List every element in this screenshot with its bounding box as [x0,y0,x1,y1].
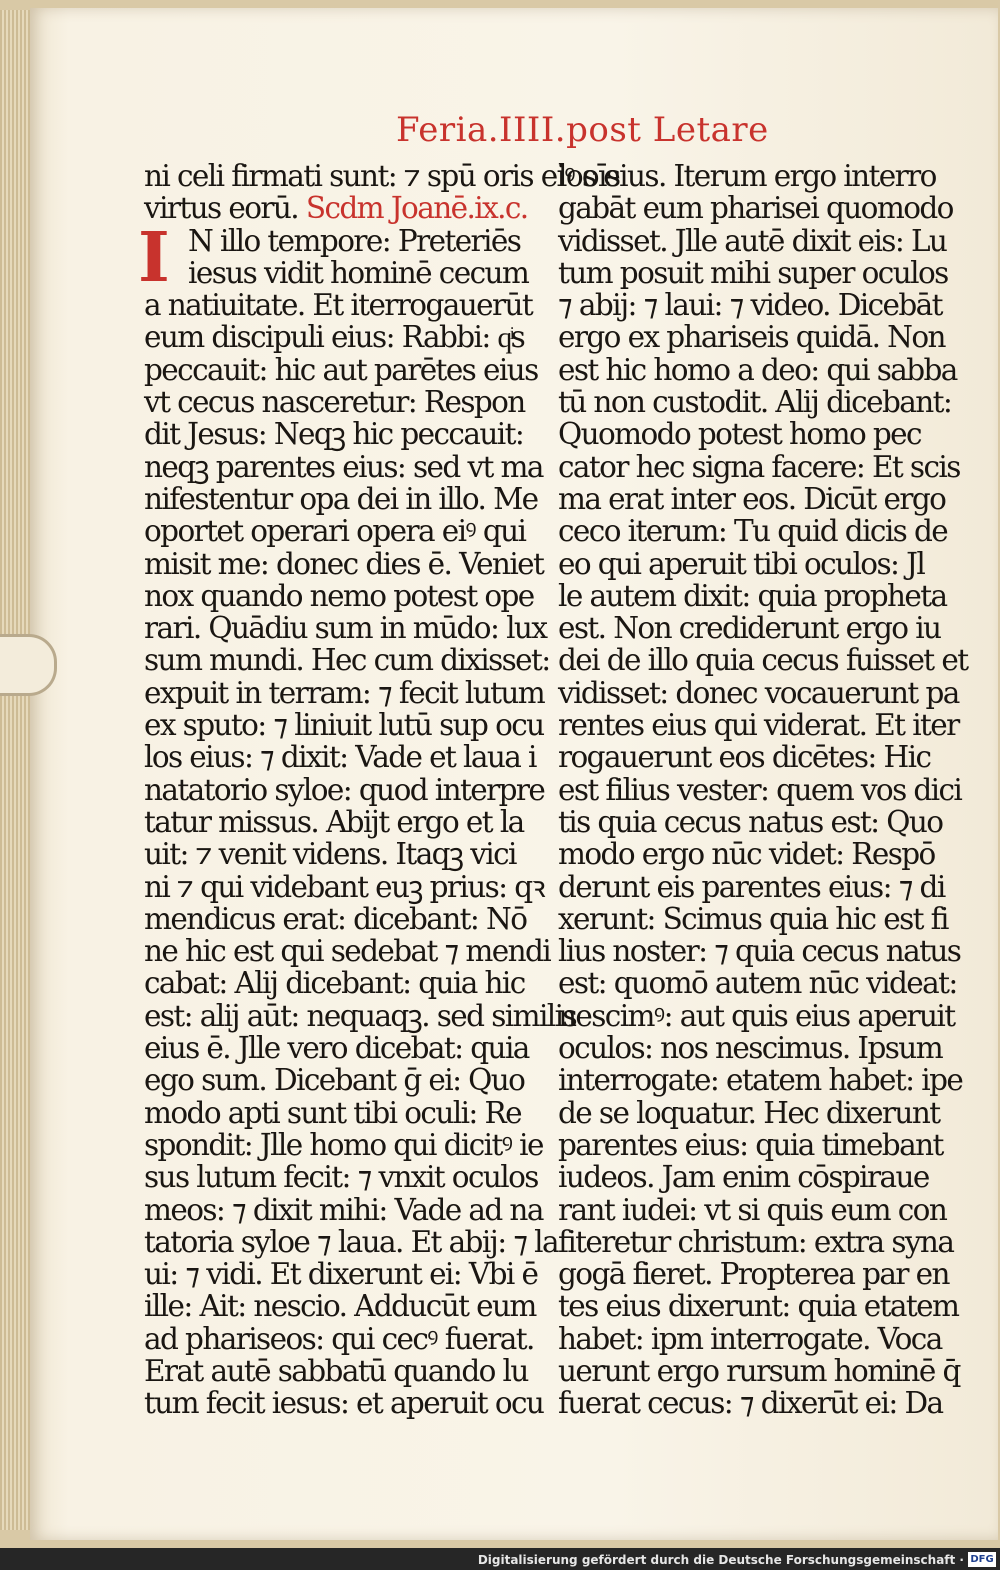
text-line: ergo ex phariseis quidā. Non [558,320,945,355]
left-column [138,159,620,1421]
text-line: cabat: Alij dicebant: quia hic [144,966,525,1001]
text-line: tum posuit mihi super oculos [558,255,948,290]
text-line: sus lutum fecit: ⁊ vnxit oculos [144,1160,538,1195]
text-line: interrogate: etatem habet: ipe [558,1063,963,1098]
text-line: dit Jesus: Neqꝫ hic peccauit: [144,417,524,452]
text-line: ex sputo: ⁊ liniuit lutū sup ocu [144,708,544,743]
text-line: est: alij aūt: nequaqꝫ. sed similis [144,998,576,1033]
text-line: mendicus erat: dicebant: Nō [144,901,527,936]
text-line: misit me: donec dies ē. Veniet [144,546,544,581]
footer-bar [0,1548,1000,1570]
text-line: est: quomō autem nūc videat: [558,966,957,1001]
text-line: peccauit: hic aut parētes eius [144,352,538,387]
text-line: nescimꝰ: aut quis eius aperuit [558,998,955,1033]
footer-credit: Digitalisierung gefördert durch die Deutsche Forschungsgemeinschaft · [477,1553,964,1567]
text-line: ad phariseos: qui cecꝰ fuerat. [144,1321,534,1356]
text-line: ui: ⁊ vidi. Et dixerunt ei: Vbi ē [144,1257,538,1292]
text-line: tes eius dixerunt: quia etatem [558,1289,959,1324]
text-line: sum mundi. Hec cum dixisset: [144,643,550,678]
text-line: dei de illo quia cecus fuisset et [558,643,968,678]
text-line: Erat autē sabbatū quando lu [144,1353,528,1388]
text-line: ma erat inter eos. Dicūt ergo [558,481,946,516]
text-line: rari. Quādiu sum in mūdo: lux [144,611,547,646]
dfg-logo: DFG [968,1552,996,1567]
text-line: ne hic est qui sedebat ⁊ mendi [144,934,551,969]
text-line: eo qui aperuit tibi oculos: Jl [558,546,925,581]
text-line: eum discipuli eius: Rabbi: qͥs [144,320,525,355]
text-line: est hic homo a deo: qui sabba [558,352,957,387]
decorated-initial: I [138,218,170,298]
text-line: le autem dixit: quia propheta [558,578,947,613]
text-line: modo apti sunt tibi oculi: Re [144,1095,521,1130]
text-line: N illo tempore: Preteriēs [188,223,521,258]
text-line: gogā fieret. Propterea par en [558,1257,949,1292]
text-line: de se loquatur. Hec dixerunt [558,1095,940,1130]
text-line: virtus eorū. Scdm Joanē.ix.c. [144,191,528,226]
text-line: tatoria syloe ⁊ laua. Et abij: ⁊ la [144,1224,558,1259]
page-header: Feria.IIII.post Letare [396,110,769,150]
text-line: spondit: Jlle homo qui dicitꝰ ie [144,1127,543,1162]
text-line: tatur missus. Abijt ergo et la [144,804,524,839]
text-line: Quomodo potest homo pec [558,417,921,452]
text-line: ceco iterum: Tu quid dicis de [558,514,948,549]
text-line: a natiuitate. Et iterrogauerūt [144,288,533,323]
text-line: iudeos. Jam enim cōspiraue [558,1160,929,1195]
text-line: rentes eius qui viderat. Et iter [558,708,959,743]
text-line: ⁊ abij: ⁊ laui: ⁊ video. Dicebāt [558,288,942,323]
text-line: tis quia cecus natus est: Quo [558,804,943,839]
text-line: parentes eius: quia timebant [558,1127,943,1162]
text-line: ille: Ait: nescio. Adducūt eum [144,1289,536,1324]
text-line: tum fecit iesus: et aperuit ocu [144,1386,544,1421]
text-line: los eius. Iterum ergo interro [558,159,936,193]
right-column [558,159,968,1421]
text-line: ni celi firmati sunt: ⁊ spū oris eiꝰ oīs [144,159,620,193]
text-line: oportet operari opera eiꝰ qui [144,514,526,549]
text-line: xerunt: Scimus quia hic est fi [558,901,948,936]
text-line: rant iudei: vt si quis eum con [558,1192,947,1227]
text-line: uerunt ergo rursum hominē q̄ [558,1353,960,1388]
text-line: oculos: nos nescimus. Ipsum [558,1031,943,1066]
text-line: vt cecus nasceretur: Respon [144,385,525,420]
text-line: vidisset: donec vocauerunt pa [558,675,959,710]
text-line: vidisset. Jlle autē dixit eis: Lu [558,223,947,258]
text-line: nox quando nemo potest ope [144,578,534,613]
text-line: ego sum. Dicebant ḡ ei: Quo [144,1063,525,1098]
rubric-gospel-reference: Scdm Joanē.ix.c. [298,191,528,226]
text-line: expuit in terram: ⁊ fecit lutum [144,675,545,710]
text-line: est filius vester: quem vos dici [558,772,962,807]
text-line: nifestentur opa dei in illo. Me [144,481,538,516]
text-line: cator hec signa facere: Et scis [558,449,960,484]
text-line: ni ⁊ qui videbant euꝫ prius: qꝛ [144,869,544,904]
text-line: los eius: ⁊ dixit: Vade et laua i [144,740,536,775]
text-line: rogauerunt eos dicētes: Hic [558,740,931,775]
bookmark-tab [0,634,57,696]
text-line: derunt eis parentes eius: ⁊ di [558,869,945,904]
text-line: fuerat cecus: ⁊ dixerūt ei: Da [558,1386,943,1421]
text-line: eius ē. Jlle vero dicebat: quia [144,1031,529,1066]
text-line: gabāt eum pharisei quomodo [558,191,953,226]
text-line: tū non custodit. Alij dicebant: [558,385,952,420]
text-line: lius noster: ⁊ quia cecus natus [558,934,961,969]
text-line: uit: ⁊ venit videns. Itaqꝫ vici [144,837,516,872]
text-line: natatorio syloe: quod interpre [144,772,545,807]
text-line: meos: ⁊ dixit mihi: Vade ad na [144,1192,543,1227]
text-line: neqꝫ parentes eius: sed vt ma [144,449,543,484]
text-line: fiteretur christum: extra syna [558,1224,954,1259]
text-line: est. Non crediderunt ergo iu [558,611,941,646]
text-line: habet: ipm interrogate. Voca [558,1321,942,1356]
text-line: iesus vidit hominē cecum [188,255,529,290]
text-line: modo ergo nūc videt: Respō [558,837,935,872]
